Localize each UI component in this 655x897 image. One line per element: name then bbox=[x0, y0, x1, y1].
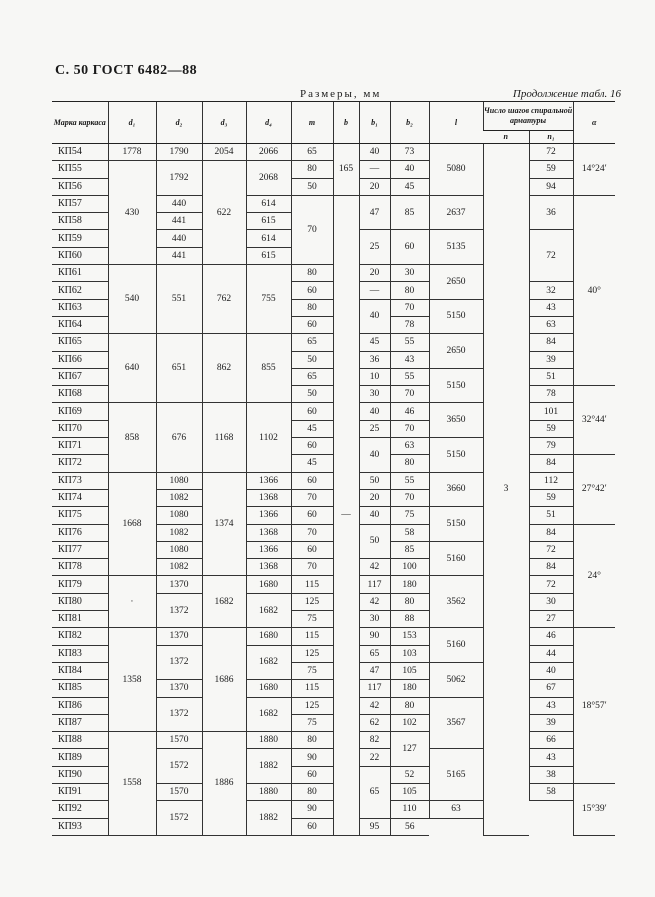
cell-d2: 1370 bbox=[156, 576, 202, 593]
cell-d4: 855 bbox=[246, 334, 291, 403]
cell-b1: 42 bbox=[359, 697, 390, 714]
cell-mark: КП77 bbox=[52, 541, 108, 558]
cell-m: 50 bbox=[291, 386, 333, 403]
cell-d4: 1366 bbox=[246, 472, 291, 489]
cell-b1: 30 bbox=[359, 386, 390, 403]
cell-mark: КП88 bbox=[52, 732, 108, 749]
cell-d2: 1570 bbox=[156, 732, 202, 749]
cell-mark: КП58 bbox=[52, 213, 108, 230]
cell-d1: 540 bbox=[108, 265, 156, 334]
cell-n1: 72 bbox=[529, 230, 573, 282]
cell-d4: 1102 bbox=[246, 403, 291, 472]
cell-b1: 82 bbox=[359, 732, 390, 749]
cell-mark: КП72 bbox=[52, 455, 108, 472]
cell-n1: 56 bbox=[390, 818, 429, 835]
cell-b1: 22 bbox=[359, 749, 390, 766]
cell-b1: 42 bbox=[359, 593, 390, 610]
cell-m: 125 bbox=[291, 593, 333, 610]
cell-b1: 25 bbox=[359, 420, 390, 437]
cell-d4: 1682 bbox=[246, 645, 291, 680]
cell-d4: 1682 bbox=[246, 593, 291, 628]
cell-d3: 622 bbox=[202, 161, 246, 265]
cell-b1: 50 bbox=[359, 524, 390, 559]
cell-b2: 78 bbox=[390, 316, 429, 333]
cell-b2: 46 bbox=[390, 403, 429, 420]
cell-b1: 36 bbox=[359, 351, 390, 368]
cell-m: 75 bbox=[291, 714, 333, 731]
cell-n1: 46 bbox=[529, 628, 573, 645]
cell-n: 3 bbox=[483, 144, 529, 836]
cell-d2: 440 bbox=[156, 195, 202, 212]
cell-l: 3567 bbox=[429, 697, 483, 749]
cell-m: 125 bbox=[291, 645, 333, 662]
cell-mark: КП57 bbox=[52, 195, 108, 212]
cell-b2: 63 bbox=[390, 438, 429, 455]
cell-m: 65 bbox=[291, 334, 333, 351]
cell-d1: 1778 bbox=[108, 144, 156, 161]
cell-n1: 63 bbox=[429, 801, 483, 818]
cell-d2: 1080 bbox=[156, 507, 202, 524]
cell-l: 5150 bbox=[429, 368, 483, 403]
cell-mark: КП82 bbox=[52, 628, 108, 645]
cell-b1: 45 bbox=[359, 334, 390, 351]
cell-b2: 30 bbox=[390, 265, 429, 282]
cell-mark: КП70 bbox=[52, 420, 108, 437]
cell-m: 60 bbox=[291, 541, 333, 558]
col-m: m bbox=[291, 102, 333, 144]
cell-b2: 73 bbox=[390, 144, 429, 161]
cell-m: 60 bbox=[291, 507, 333, 524]
cell-m: 45 bbox=[291, 420, 333, 437]
cell-mark: КП78 bbox=[52, 559, 108, 576]
cell-d4: 1366 bbox=[246, 507, 291, 524]
cell-m: 50 bbox=[291, 178, 333, 195]
cell-d1: 1668 bbox=[108, 472, 156, 576]
cell-mark: КП67 bbox=[52, 368, 108, 385]
cell-b1: 65 bbox=[359, 766, 390, 818]
cell-m: 60 bbox=[291, 766, 333, 783]
cell-n1: 78 bbox=[529, 386, 573, 403]
cell-b2: 103 bbox=[390, 645, 429, 662]
cell-n1: 43 bbox=[529, 697, 573, 714]
cell-n1: 112 bbox=[529, 472, 573, 489]
col-d4: d₄ bbox=[246, 102, 291, 144]
cell-m: 65 bbox=[291, 368, 333, 385]
cell-b1: 40 bbox=[359, 299, 390, 334]
cell-mark: КП92 bbox=[52, 801, 108, 818]
cell-m: 115 bbox=[291, 680, 333, 697]
sizes-caption: Размеры, мм bbox=[300, 88, 382, 100]
cell-b2: 55 bbox=[390, 334, 429, 351]
cell-d4: 1680 bbox=[246, 680, 291, 697]
col-b: b bbox=[333, 102, 359, 144]
cell-n1: 84 bbox=[529, 524, 573, 541]
cell-d2: 1370 bbox=[156, 680, 202, 697]
page-header: С. 50 ГОСТ 6482—88 bbox=[55, 63, 198, 78]
cell-d1: · bbox=[108, 576, 156, 628]
cell-b2: 70 bbox=[390, 299, 429, 316]
cell-m: 70 bbox=[291, 524, 333, 541]
cell-d2: 440 bbox=[156, 230, 202, 247]
cell-n1: 27 bbox=[529, 611, 573, 628]
cell-b2: 127 bbox=[390, 732, 429, 767]
cell-n1: 32 bbox=[529, 282, 573, 299]
cell-d4: 614 bbox=[246, 230, 291, 247]
cell-d3: 1886 bbox=[202, 732, 246, 836]
cell-alpha: 15°39′ bbox=[573, 783, 615, 835]
cell-d2: 551 bbox=[156, 265, 202, 334]
cell-d3: 862 bbox=[202, 334, 246, 403]
col-steps: Число шагов спиральной арматуры bbox=[483, 102, 573, 131]
dimensions-table bbox=[52, 102, 615, 836]
cell-b2: 80 bbox=[390, 593, 429, 610]
cell-m: 80 bbox=[291, 783, 333, 800]
cell-l: 5080 bbox=[429, 144, 483, 196]
cell-b1: 42 bbox=[359, 559, 390, 576]
cell-mark: КП55 bbox=[52, 161, 108, 178]
cell-alpha: 18°57′ bbox=[573, 628, 615, 784]
cell-d2: 1082 bbox=[156, 559, 202, 576]
cell-m: 60 bbox=[291, 438, 333, 455]
cell-n1: 66 bbox=[529, 732, 573, 749]
cell-n1: 58 bbox=[529, 783, 573, 800]
cell-m: 115 bbox=[291, 628, 333, 645]
cell-b: 165 bbox=[333, 144, 359, 196]
cell-m: 75 bbox=[291, 611, 333, 628]
cell-l: 2650 bbox=[429, 334, 483, 369]
cell-n1: 39 bbox=[529, 714, 573, 731]
cell-mark: КП66 bbox=[52, 351, 108, 368]
cell-mark: КП69 bbox=[52, 403, 108, 420]
cell-m: 80 bbox=[291, 732, 333, 749]
cell-n1: 84 bbox=[529, 455, 573, 472]
cell-d2: 441 bbox=[156, 213, 202, 230]
cell-b2: 55 bbox=[390, 368, 429, 385]
cell-d3: 1168 bbox=[202, 403, 246, 472]
cell-b1: 20 bbox=[359, 489, 390, 506]
cell-b2: 110 bbox=[390, 801, 429, 818]
cell-alpha: 24° bbox=[573, 524, 615, 628]
cell-m: 60 bbox=[291, 818, 333, 835]
cell-d3: 1686 bbox=[202, 628, 246, 732]
cell-b2: 70 bbox=[390, 489, 429, 506]
cell-l: 3562 bbox=[429, 576, 483, 628]
cell-mark: КП79 bbox=[52, 576, 108, 593]
cell-b1: — bbox=[359, 282, 390, 299]
cell-d4: 614 bbox=[246, 195, 291, 212]
cell-d4: 1368 bbox=[246, 524, 291, 541]
cell-b1: 20 bbox=[359, 178, 390, 195]
cell-d4: 615 bbox=[246, 247, 291, 264]
cell-d4: 2068 bbox=[246, 161, 291, 196]
col-d1: d₁ bbox=[108, 102, 156, 144]
cell-b1: 40 bbox=[359, 507, 390, 524]
cell-b2: 80 bbox=[390, 455, 429, 472]
cell-d1: 430 bbox=[108, 161, 156, 265]
cell-m: 90 bbox=[291, 801, 333, 818]
cell-m: 60 bbox=[291, 282, 333, 299]
cell-l: 2650 bbox=[429, 265, 483, 300]
cell-mark: КП68 bbox=[52, 386, 108, 403]
cell-mark: КП91 bbox=[52, 783, 108, 800]
cell-m: 70 bbox=[291, 489, 333, 506]
cell-mark: КП89 bbox=[52, 749, 108, 766]
cell-l: 5150 bbox=[429, 438, 483, 473]
cell-l: 5160 bbox=[429, 628, 483, 663]
cell-b2: 85 bbox=[390, 541, 429, 558]
cell-n1: 36 bbox=[529, 195, 573, 230]
cell-d2: 1082 bbox=[156, 524, 202, 541]
cell-n1: 51 bbox=[529, 368, 573, 385]
cell-l: 5150 bbox=[429, 507, 483, 542]
cell-mark: КП63 bbox=[52, 299, 108, 316]
cell-n1: 40 bbox=[529, 662, 573, 679]
cell-d2: 1570 bbox=[156, 783, 202, 800]
cell-m: 80 bbox=[291, 299, 333, 316]
cell-d2: 441 bbox=[156, 247, 202, 264]
cell-b1: 10 bbox=[359, 368, 390, 385]
cell-b1: 117 bbox=[359, 680, 390, 697]
cell-m: 65 bbox=[291, 144, 333, 161]
cell-mark: КП56 bbox=[52, 178, 108, 195]
cell-l: 5135 bbox=[429, 230, 483, 265]
cell-mark: КП93 bbox=[52, 818, 108, 835]
cell-mark: КП54 bbox=[52, 144, 108, 161]
cell-b1: 47 bbox=[359, 195, 390, 230]
cell-b2: 95 bbox=[359, 818, 390, 835]
cell-d4: 1880 bbox=[246, 732, 291, 749]
cell-b2: 45 bbox=[390, 178, 429, 195]
cell-d1: 640 bbox=[108, 334, 156, 403]
cell-d2: 1370 bbox=[156, 628, 202, 645]
cell-d3: 2054 bbox=[202, 144, 246, 161]
cell-mark: КП84 bbox=[52, 662, 108, 679]
cell-m: 80 bbox=[291, 161, 333, 178]
cell-l: 2637 bbox=[429, 195, 483, 230]
cell-d2: 1372 bbox=[156, 697, 202, 732]
col-n: n bbox=[483, 131, 529, 144]
col-b2: b₂ bbox=[390, 102, 429, 144]
cell-l: 5062 bbox=[429, 662, 483, 697]
cell-n1: 72 bbox=[529, 144, 573, 161]
cell-mark: КП71 bbox=[52, 438, 108, 455]
cell-m: 60 bbox=[291, 472, 333, 489]
table-row bbox=[52, 144, 615, 161]
cell-n1: 59 bbox=[529, 420, 573, 437]
cell-d3: 1374 bbox=[202, 472, 246, 576]
cell-mark: КП60 bbox=[52, 247, 108, 264]
cell-n1: 39 bbox=[529, 351, 573, 368]
cell-d4: 1680 bbox=[246, 628, 291, 645]
cell-mark: КП65 bbox=[52, 334, 108, 351]
cell-d4: 1882 bbox=[246, 749, 291, 784]
cell-mark: КП80 bbox=[52, 593, 108, 610]
cell-d2: 651 bbox=[156, 334, 202, 403]
cell-n1: 79 bbox=[529, 438, 573, 455]
col-mark: Марка каркаса bbox=[52, 102, 108, 144]
cell-b: — bbox=[333, 195, 359, 835]
cell-mark: КП87 bbox=[52, 714, 108, 731]
cell-mark: КП75 bbox=[52, 507, 108, 524]
cell-d3: 762 bbox=[202, 265, 246, 334]
cell-b1: 40 bbox=[359, 403, 390, 420]
cell-d2: 1372 bbox=[156, 645, 202, 680]
cell-l: 5160 bbox=[429, 541, 483, 576]
cell-d4: 1680 bbox=[246, 576, 291, 593]
cell-b1: — bbox=[359, 161, 390, 178]
cell-mark: КП59 bbox=[52, 230, 108, 247]
col-l: l bbox=[429, 102, 483, 144]
cell-n1: 44 bbox=[529, 645, 573, 662]
cell-b1: 65 bbox=[359, 645, 390, 662]
cell-l: 3660 bbox=[429, 472, 483, 507]
cell-m: 75 bbox=[291, 662, 333, 679]
cell-d4: 1368 bbox=[246, 559, 291, 576]
cell-mark: КП90 bbox=[52, 766, 108, 783]
cell-d2: 1790 bbox=[156, 144, 202, 161]
cell-d1: 1358 bbox=[108, 628, 156, 732]
cell-n1: 38 bbox=[529, 766, 573, 783]
cell-b1: 47 bbox=[359, 662, 390, 679]
cell-m: 45 bbox=[291, 455, 333, 472]
cell-mark: КП64 bbox=[52, 316, 108, 333]
cell-n1: 43 bbox=[529, 749, 573, 766]
cell-m: 70 bbox=[291, 559, 333, 576]
cell-mark: КП76 bbox=[52, 524, 108, 541]
col-d2: d₂ bbox=[156, 102, 202, 144]
cell-b1: 40 bbox=[359, 144, 390, 161]
cell-b1: 90 bbox=[359, 628, 390, 645]
cell-b1: 25 bbox=[359, 230, 390, 265]
cell-b2: 180 bbox=[390, 680, 429, 697]
cell-n1: 59 bbox=[529, 489, 573, 506]
cell-d2: 1082 bbox=[156, 489, 202, 506]
cell-d4: 1366 bbox=[246, 541, 291, 558]
cell-b1: 30 bbox=[359, 611, 390, 628]
cell-m: 70 bbox=[291, 195, 333, 264]
cell-b2: 43 bbox=[390, 351, 429, 368]
cell-d4: 2066 bbox=[246, 144, 291, 161]
cell-b2: 153 bbox=[390, 628, 429, 645]
cell-d2: 1792 bbox=[156, 161, 202, 196]
continuation-label: Продолжение табл. 16 bbox=[512, 88, 621, 100]
cell-b2: 52 bbox=[390, 766, 429, 783]
cell-alpha: 27°42′ bbox=[573, 455, 615, 524]
cell-n1: 63 bbox=[529, 316, 573, 333]
cell-d3: 1682 bbox=[202, 576, 246, 628]
cell-mark: КП61 bbox=[52, 265, 108, 282]
cell-b1: 50 bbox=[359, 472, 390, 489]
cell-m: 60 bbox=[291, 316, 333, 333]
cell-alpha: 40° bbox=[573, 195, 615, 385]
col-n1: n₁ bbox=[529, 131, 573, 144]
cell-n1: 84 bbox=[529, 334, 573, 351]
cell-b2: 100 bbox=[390, 559, 429, 576]
cell-n1: 94 bbox=[529, 178, 573, 195]
cell-n1: 30 bbox=[529, 593, 573, 610]
cell-n1: 84 bbox=[529, 559, 573, 576]
cell-b2: 88 bbox=[390, 611, 429, 628]
cell-b1: 40 bbox=[359, 438, 390, 473]
cell-d2: 1572 bbox=[156, 801, 202, 836]
cell-b2: 70 bbox=[390, 386, 429, 403]
cell-b2: 80 bbox=[390, 282, 429, 299]
cell-b1: 20 bbox=[359, 265, 390, 282]
cell-b2: 58 bbox=[390, 524, 429, 541]
cell-b1: 62 bbox=[359, 714, 390, 731]
cell-b2: 105 bbox=[390, 662, 429, 679]
cell-b2: 60 bbox=[390, 230, 429, 265]
cell-alpha: 14°24′ bbox=[573, 144, 615, 196]
cell-mark: КП81 bbox=[52, 611, 108, 628]
cell-mark: КП62 bbox=[52, 282, 108, 299]
cell-l: 5150 bbox=[429, 299, 483, 334]
cell-d1: 1558 bbox=[108, 732, 156, 836]
cell-b2: 40 bbox=[390, 161, 429, 178]
col-d3: d₃ bbox=[202, 102, 246, 144]
cell-b2: 102 bbox=[390, 714, 429, 731]
cell-b2: 180 bbox=[390, 576, 429, 593]
cell-n1: 43 bbox=[529, 299, 573, 316]
cell-b2: 80 bbox=[390, 697, 429, 714]
cell-mark: КП74 bbox=[52, 489, 108, 506]
cell-b2: 105 bbox=[390, 783, 429, 800]
cell-d2: 676 bbox=[156, 403, 202, 472]
cell-m: 50 bbox=[291, 351, 333, 368]
cell-m: 125 bbox=[291, 697, 333, 714]
cell-l: 5165 bbox=[429, 749, 483, 801]
cell-b1: 117 bbox=[359, 576, 390, 593]
cell-d2: 1372 bbox=[156, 593, 202, 628]
cell-n1: 59 bbox=[529, 161, 573, 178]
cell-m: 90 bbox=[291, 749, 333, 766]
cell-mark: КП83 bbox=[52, 645, 108, 662]
cell-d2: 1080 bbox=[156, 541, 202, 558]
cell-b2: 85 bbox=[390, 195, 429, 230]
cell-mark: КП73 bbox=[52, 472, 108, 489]
cell-b2: 75 bbox=[390, 507, 429, 524]
cell-mark: КП85 bbox=[52, 680, 108, 697]
cell-d1: 858 bbox=[108, 403, 156, 472]
cell-m: 80 bbox=[291, 265, 333, 282]
cell-n1: 67 bbox=[529, 680, 573, 697]
cell-alpha: 32°44′ bbox=[573, 386, 615, 455]
cell-n1: 101 bbox=[529, 403, 573, 420]
cell-d4: 615 bbox=[246, 213, 291, 230]
col-alpha: α bbox=[573, 102, 615, 144]
cell-b2: 55 bbox=[390, 472, 429, 489]
cell-n1: 72 bbox=[529, 541, 573, 558]
cell-n1: 51 bbox=[529, 507, 573, 524]
cell-d4: 755 bbox=[246, 265, 291, 334]
cell-d2: 1572 bbox=[156, 749, 202, 784]
cell-d4: 1880 bbox=[246, 783, 291, 800]
cell-l: 3650 bbox=[429, 403, 483, 438]
cell-d4: 1882 bbox=[246, 801, 291, 836]
cell-b2: 70 bbox=[390, 420, 429, 437]
cell-d2: 1080 bbox=[156, 472, 202, 489]
cell-d4: 1368 bbox=[246, 489, 291, 506]
cell-d4: 1682 bbox=[246, 697, 291, 732]
cell-n1: 72 bbox=[529, 576, 573, 593]
cell-m: 60 bbox=[291, 403, 333, 420]
cell-mark: КП86 bbox=[52, 697, 108, 714]
cell-m: 115 bbox=[291, 576, 333, 593]
col-b1: b₁ bbox=[359, 102, 390, 144]
